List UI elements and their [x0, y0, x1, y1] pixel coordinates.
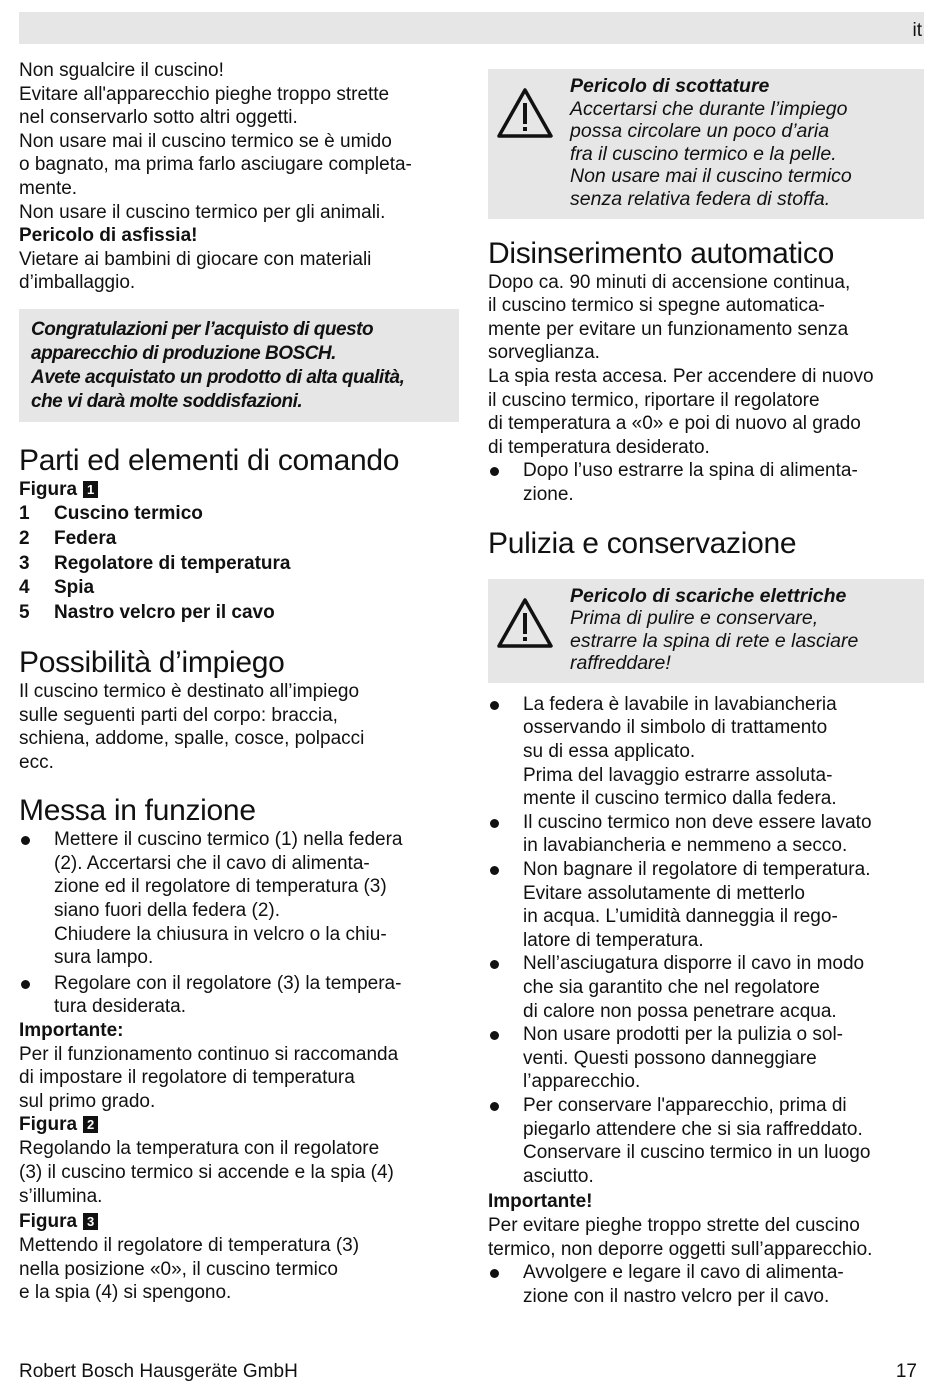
auto-off-bullets: [488, 459, 924, 506]
warning-title: Pericolo di scariche elettriche: [570, 584, 847, 607]
auto-line: mente per evitare un funzionamento senza: [488, 318, 849, 340]
bullet-line: Conservare il cuscino termico in un luogo: [523, 1142, 871, 1164]
bullet-line: Per conservare l'apparecchio, prima di: [523, 1094, 847, 1116]
warning-body: [570, 98, 852, 211]
bullet-line: Regolare con il regolatore (3) la tempera-: [54, 972, 402, 994]
intro-line: Non sgualcire il cuscino!: [19, 60, 224, 81]
bullet-line: mente il cuscino termico dalla federa.: [523, 788, 837, 810]
page-number: 17: [895, 1361, 917, 1382]
bullet-line: Dopo l’uso estrarre la spina di alimenta-: [523, 460, 858, 482]
bullet-line: tura desiderata.: [54, 996, 187, 1018]
figure-2-label: [19, 1113, 459, 1137]
uses-text: [19, 680, 459, 774]
warning-line: estrarre la spina di rete e lasciare: [570, 629, 859, 652]
right-column: [488, 69, 924, 1308]
important-line: sul primo grado.: [19, 1090, 156, 1112]
intro-line: d’imballaggio.: [19, 272, 136, 294]
figure-3-label: [19, 1210, 459, 1234]
footer-company: Robert Bosch Hausgeräte GmbH: [19, 1361, 298, 1382]
warning-triangle-icon: [496, 75, 570, 211]
bullet-line: Prima del lavaggio estrarre assoluta-: [523, 764, 833, 786]
bullet-line: Mettere il cuscino termico (1) nella federa: [54, 829, 403, 851]
parts-heading: Parti ed elementi di comando: [19, 443, 400, 477]
list-item: [19, 601, 459, 626]
warning-line: Accertarsi che durante l’impiego: [570, 97, 848, 120]
warning-text: [570, 75, 852, 211]
suffocation-warning: Pericolo di asfissia!: [19, 225, 198, 247]
warning-line: fra il cuscino termico e la pelle.: [570, 142, 837, 165]
figure-line: nella posizione «0», il cuscino termico: [19, 1258, 338, 1280]
item-number: 2: [19, 527, 30, 549]
uses-line: ecc.: [19, 751, 54, 773]
bullet-line: che sia garantito che nel regolatore: [523, 977, 820, 998]
important-label: Importante!: [488, 1191, 593, 1213]
list-item: [19, 576, 459, 601]
intro-line: Evitare all'apparecchio pieghe troppo strette: [19, 83, 390, 105]
figure-label: Figura: [19, 1211, 78, 1233]
uses-line: sulle seguenti parti del corpo: braccia,: [19, 704, 338, 726]
bullet-line: asciutto.: [523, 1165, 594, 1187]
bullet-line: siano fuori della federa (2).: [54, 900, 281, 922]
uses-line: Il cuscino termico è destinato all’impiego: [19, 680, 360, 702]
congratulations-text: [31, 318, 447, 414]
bullet-line: sura lampo.: [54, 947, 154, 969]
bullet-line: piegarlo attendere che si sia raffreddato.: [523, 1118, 863, 1140]
bullet-item: [19, 972, 459, 1019]
important-line: Per il funzionamento continuo si raccomanda: [19, 1043, 399, 1065]
bullet-line: su di essa applicato.: [523, 741, 696, 763]
uses-heading: Possibilità d’impiego: [19, 645, 285, 679]
item-number: 5: [19, 602, 30, 624]
setup-heading: Messa in funzione: [19, 794, 256, 828]
bullet-item: [488, 858, 924, 952]
parts-list: [19, 502, 459, 626]
uses-line: schiena, addome, spalle, cosce, polpacci: [19, 728, 365, 750]
figure-label: Figura: [19, 1114, 78, 1136]
auto-line: La spia resta accesa. Per accendere di nuovo: [488, 365, 874, 387]
auto-off-heading: Disinserimento automatico: [488, 236, 834, 270]
intro-line: Non usare mai il cuscino termico se è umido: [19, 130, 392, 152]
item-number: 1: [19, 502, 30, 524]
storage-bullets: [488, 1261, 924, 1308]
bullet-line: l’apparecchio.: [523, 1071, 641, 1093]
warning-text: [570, 585, 858, 675]
bullet-item: [488, 811, 924, 858]
bullet-line: La federa è lavabile in lavabiancheria: [523, 693, 837, 715]
warning-triangle-icon: [496, 585, 570, 675]
congrats-line: Congratulazioni per l’acquisto di questo: [31, 318, 374, 340]
burn-warning-box: [488, 69, 924, 219]
bullet-line: Avvolgere e legare il cavo di alimenta-: [523, 1262, 844, 1284]
auto-line: il cuscino termico si spegne automatica-: [488, 295, 825, 317]
auto-line: Dopo ca. 90 minuti di accensione continua,: [488, 271, 851, 293]
bullet-line: venti. Questi possono danneggiare: [523, 1047, 817, 1069]
bullet-item: [488, 459, 924, 506]
intro-text-2: [19, 248, 459, 295]
electric-warning-box: [488, 579, 924, 683]
bullet-item: [488, 1023, 924, 1094]
auto-line: di temperatura a «0» e poi di nuovo al grado: [488, 413, 861, 435]
important-label: Importante:: [19, 1020, 124, 1042]
language-code: it: [912, 20, 922, 41]
auto-line: il cuscino termico, riportare il regolatore: [488, 389, 820, 411]
auto-line: di temperatura desiderato.: [488, 436, 710, 458]
intro-text: [19, 59, 459, 224]
figure-1-label: [19, 478, 459, 502]
auto-off-text: [488, 271, 924, 460]
bullet-line: latore di temperatura.: [523, 929, 704, 951]
warning-body: [570, 607, 858, 675]
congrats-line: Avete acquistato un prodotto di alta qualità,: [31, 366, 405, 388]
important-line: termico, non deporre oggetti sull’apparecchio.: [488, 1238, 873, 1260]
item-label: Regolatore di temperatura: [54, 552, 291, 574]
left-column: [19, 59, 459, 1305]
important-text: [488, 1214, 924, 1261]
bullet-item: [488, 1094, 924, 1188]
important-line: Per evitare pieghe troppo strette del cuscino: [488, 1214, 860, 1236]
bullet-line: in acqua. L’umidità danneggia il rego-: [523, 906, 838, 928]
item-number: 3: [19, 552, 30, 574]
figure-number-badge: 3: [83, 1213, 98, 1230]
important-text: [19, 1043, 459, 1114]
cleaning-bullets: [488, 693, 924, 1188]
figure-line: Regolando la temperatura con il regolatore: [19, 1138, 380, 1160]
bullet-line: Non usare prodotti per la pulizia o sol-: [523, 1024, 844, 1046]
bullet-line: zione ed il regolatore di temperatura (3): [54, 876, 387, 898]
intro-line: nel conservarlo sotto altri oggetti.: [19, 107, 298, 129]
cleaning-heading: Pulizia e conservazione: [488, 526, 797, 560]
bullet-line: osservando il simbolo di trattamento: [523, 717, 828, 739]
warning-line: raffreddare!: [570, 652, 671, 675]
intro-line: o bagnato, ma prima farlo asciugare completa-: [19, 154, 412, 176]
intro-line: Vietare ai bambini di giocare con materiali: [19, 248, 372, 270]
list-item: [19, 527, 459, 552]
figure-number-badge: 1: [83, 481, 98, 498]
intro-line: mente.: [19, 177, 78, 199]
list-item: [19, 552, 459, 577]
bullet-item: [488, 1261, 924, 1308]
figure-line: s’illumina.: [19, 1185, 103, 1207]
item-label: Cuscino termico: [54, 502, 203, 524]
bullet-line: zione.: [523, 483, 574, 505]
bullet-item: [19, 828, 459, 970]
item-label: Nastro velcro per il cavo: [54, 602, 275, 624]
important-line: di impostare il regolatore di temperatura: [19, 1067, 355, 1089]
figure-2-text: [19, 1137, 459, 1208]
warning-line: senza relativa federa di stoffa.: [570, 187, 831, 210]
bullet-item: [488, 952, 924, 1023]
figure-label: Figura: [19, 478, 78, 500]
bullet-line: zione con il nastro velcro per il cavo.: [523, 1285, 830, 1307]
bullet-line: Non bagnare il regolatore di temperatura.: [523, 859, 871, 881]
header-bar: [19, 12, 924, 44]
figure-3-text: [19, 1234, 459, 1305]
bullet-line: Il cuscino termico non deve essere lavato: [523, 811, 872, 833]
bullet-item: [488, 693, 924, 811]
warning-line: Prima di pulire e conservare,: [570, 607, 819, 630]
figure-number-badge: 2: [83, 1116, 98, 1133]
item-label: Spia: [54, 577, 95, 599]
warning-title: Pericolo di scottature: [570, 75, 770, 97]
bullet-line: Evitare assolutamente di metterlo: [523, 882, 805, 904]
congrats-line: apparecchio di produzione BOSCH.: [31, 342, 336, 364]
bullet-line: (2). Accertarsi che il cavo di alimenta-: [54, 852, 370, 874]
figure-line: Mettendo il regolatore di temperatura (3): [19, 1235, 360, 1257]
bullet-line: Chiudere la chiusura in velcro o la chiu-: [54, 923, 387, 945]
item-label: Federa: [54, 527, 117, 549]
list-item: [19, 502, 459, 527]
item-number: 4: [19, 577, 30, 599]
bullet-line: in lavabiancheria e nemmeno a secco.: [523, 835, 848, 857]
figure-line: e la spia (4) si spengono.: [19, 1282, 232, 1304]
congrats-line: che vi darà molte soddisfazioni.: [31, 390, 303, 412]
bullet-line: di calore non possa penetrare acqua.: [523, 1000, 837, 1022]
warning-line: possa circolare un poco d’aria: [570, 120, 830, 143]
intro-line: Non usare il cuscino termico per gli animali.: [19, 201, 386, 223]
warning-line: Non usare mai il cuscino termico: [570, 165, 852, 188]
figure-line: (3) il cuscino termico si accende e la spia (4): [19, 1162, 394, 1184]
bullet-line: Nell’asciugatura disporre il cavo in modo: [523, 953, 865, 975]
congratulations-box: [19, 309, 459, 422]
setup-bullets: [19, 828, 459, 1019]
auto-line: sorveglianza.: [488, 342, 600, 364]
